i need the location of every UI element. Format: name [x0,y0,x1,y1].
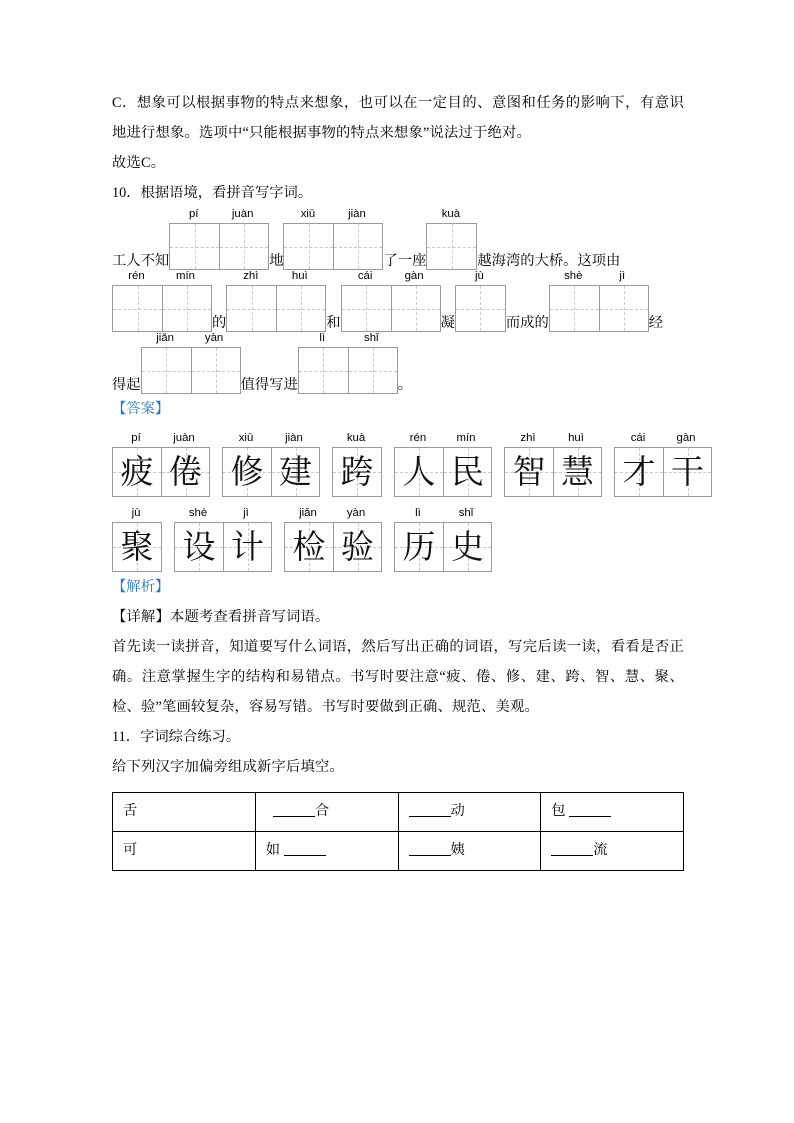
question-10-exercise [112,208,684,394]
pinyin-row [341,268,441,285]
pinyin-label: pí [188,208,199,220]
writing-cell[interactable] [599,286,648,331]
pinyin-row [174,505,272,522]
writing-cell[interactable] [284,224,333,269]
answer-character: 验 [341,527,374,566]
pinyin-label: lì [415,507,421,519]
radical-fill-table [112,792,684,871]
tianzige-row[interactable] [455,285,506,332]
sentence-text: 地 [269,252,284,269]
table-row [113,832,684,871]
cell-text: 动 [450,803,465,820]
tianzige-row[interactable] [341,285,441,332]
answer-character: 史 [451,527,484,566]
pinyin-label: huì [291,270,308,282]
answer-word-group [332,430,382,497]
answer-cell [333,523,381,571]
writing-cell[interactable] [427,224,476,269]
pinyin-row [394,430,492,447]
answer-character: 修 [230,452,264,491]
cell-text: 舌 [123,803,138,820]
tianzige-row[interactable] [226,285,326,332]
writing-cell[interactable] [342,286,391,331]
pinyin-row [112,505,162,522]
pinyin-answer-grid[interactable] [112,268,212,332]
pinyin-label: zhì [243,270,259,282]
answer-cell [395,448,443,496]
answer-cell [505,448,553,496]
answer-word-group [614,430,712,497]
writing-cell[interactable] [191,348,240,393]
answer-cell [223,523,271,571]
writing-cell[interactable] [276,286,325,331]
sentence-text: 和 [326,314,341,331]
tianzige-row[interactable] [283,223,383,270]
answer-cell [443,523,491,571]
exercise-row [112,208,684,270]
answer-character: 设 [182,527,216,566]
answer-character: 检 [292,527,326,566]
pinyin-label: shǐ [458,507,474,519]
write-blank[interactable] [284,842,326,856]
analysis-label: 【解析】 [112,579,170,595]
sentence-text: 的 [212,314,227,331]
writing-cell[interactable] [550,286,599,331]
tianzige-row[interactable] [169,223,269,270]
tianzige-row [112,447,210,497]
sentence-text: 凝 [440,314,455,331]
answer-character: 疲 [120,452,154,491]
answer-character: 聚 [120,527,154,566]
cell-text: 可 [123,842,138,859]
answer-character: 计 [231,527,264,566]
pinyin-answer-grid[interactable] [426,206,477,270]
write-blank[interactable] [569,803,611,817]
write-blank[interactable] [409,842,451,856]
write-blank[interactable] [273,803,315,817]
cell-content [551,842,607,858]
exercise-row [112,270,684,332]
pinyin-answer-grid[interactable] [549,268,649,332]
pinyin-row [426,206,477,223]
answer-cell [113,448,161,496]
pinyin-row [298,330,398,347]
sentence-text: 而成的 [505,314,549,331]
pinyin-label: cái [630,432,646,444]
pinyin-row [222,430,320,447]
writing-cell[interactable] [333,224,382,269]
answer-cell [175,523,223,571]
exercise-row [112,332,684,394]
cell-content [123,842,137,858]
pinyin-label: shǐ [364,332,379,344]
table-cell[interactable] [541,793,684,832]
sentence-text: 值得写进 [240,376,298,393]
pinyin-label: rén [128,270,145,282]
pinyin-label: jù [474,270,484,282]
answer-character: 干 [671,452,704,491]
answer-character: 跨 [340,452,374,491]
cell-content [551,803,611,819]
question-11-title: 11．字词综合练习。 [112,729,241,745]
pinyin-row [141,330,241,347]
pinyin-label: gàn [676,432,696,444]
answer-word-group [222,430,320,497]
answer-cell [113,523,161,571]
cell-text: 合 [314,803,330,820]
pinyin-label: rén [409,432,427,444]
answer-word-row [112,497,684,572]
pinyin-label: jì [619,270,626,282]
answer-character: 历 [402,527,436,566]
answer-label: 【答案】 [112,401,170,417]
tianzige-row [112,522,162,572]
pinyin-row [169,206,269,223]
question-10-title: 10．根据语境，看拼音写字词。 [112,185,313,201]
pinyin-label: pí [131,432,141,444]
pinyin-answer-grid[interactable] [226,268,326,332]
tianzige-row [174,522,272,572]
tianzige-row [394,522,492,572]
answer-word-group [112,430,210,497]
analysis-paragraph-2: 首先读一读拼音，知道要写什么词语，然后写出正确的词语，写完后读一读，看看是否正确。注意掌握生字的结构和易错点。书写时要注意“疲、倦、修、建、跨、智、慧、聚、检、验”笔画较复杂，容易写错。书写时要做到正确、规范、美观。 [112,639,684,715]
writing-cell[interactable] [219,224,268,269]
answer-word-group [284,505,382,572]
pinyin-row [549,268,649,285]
question-11-instruction: 给下列汉字加偏旁组成新字后填空。 [112,759,344,775]
writing-cell[interactable] [348,348,397,393]
pinyin-label: jiàn [285,432,303,444]
body-paragraph-c: C．想象可以根据事物的特点来想象，也可以在一定目的、意图和任务的影响下，有意识地进行想象。选项中“只能根据事物的特点来想象”说法过于绝对。 [112,95,684,141]
sentence-text: 了一座 [383,252,427,269]
pinyin-label: huì [568,432,584,444]
pinyin-label: jiàn [348,208,366,220]
answer-word-group [174,505,272,572]
cell-text: 姨 [450,842,465,859]
table-cell[interactable] [398,832,541,871]
answer-cell [395,523,443,571]
answer-character: 慧 [561,452,594,491]
tianzige-row [504,447,602,497]
write-blank[interactable] [409,803,451,817]
answer-word-group [394,505,492,572]
cell-text: 包 [551,803,570,820]
pinyin-row [614,430,712,447]
answer-word-row [112,424,704,497]
sentence-text: 经 [648,314,664,331]
pinyin-row [112,430,210,447]
pinyin-label: xiū [238,432,254,444]
pinyin-label: mín [456,432,476,444]
writing-cell[interactable] [456,286,505,331]
table-cell[interactable] [255,832,398,871]
answer-character: 建 [279,452,312,491]
pinyin-label: mín [176,270,195,282]
answer-cell [271,448,319,496]
writing-cell[interactable] [227,286,276,331]
pinyin-answer-grid[interactable] [283,206,383,270]
pinyin-label: kuà [441,208,461,220]
table-cell[interactable] [113,832,256,871]
pinyin-row [455,268,506,285]
cell-text [266,803,273,819]
answer-cell [443,448,491,496]
answer-word-group [504,430,602,497]
table-cell[interactable] [541,832,684,871]
answer-cell [333,448,381,496]
pinyin-label: jiǎn [156,332,174,344]
table-row [113,793,684,832]
cell-text: 如 [265,842,284,859]
sentence-text: 越海湾的大桥。这项由 [477,252,621,269]
writing-cell[interactable] [113,286,162,331]
writing-cell[interactable] [142,348,191,393]
cell-content [409,803,465,819]
pinyin-row [226,268,326,285]
pinyin-label: yàn [346,507,366,519]
sentence-text: 。 [397,376,413,393]
write-blank[interactable] [551,842,593,856]
answer-character: 民 [451,452,484,491]
exercise-line [112,270,684,332]
writing-cell[interactable] [391,286,440,331]
tianzige-row[interactable] [298,347,398,394]
tianzige-row[interactable] [426,223,477,270]
pinyin-row [284,505,382,522]
tianzige-row [332,447,382,497]
pinyin-label: yàn [204,332,224,344]
pinyin-label: gàn [404,270,424,282]
pinyin-label: juàn [231,208,254,220]
pinyin-row [283,206,383,223]
pinyin-label: jì [243,507,249,519]
answer-word-group [394,430,492,497]
pinyin-label: shè [564,270,583,282]
pinyin-row [112,268,212,285]
tianzige-row[interactable] [549,285,649,332]
pinyin-answer-grid[interactable] [298,330,398,394]
pinyin-label: zhì [520,432,536,444]
answer-word-group [112,505,162,572]
answer-cell [223,448,271,496]
sentence-text: 得起 [112,376,141,393]
pinyin-label: lì [319,332,326,344]
table-cell[interactable] [398,793,541,832]
answer-cell [553,448,601,496]
analysis-paragraph-1: 【详解】本题考查看拼音写词语。 [112,609,330,625]
pinyin-label: kuà [346,432,366,444]
table-cell[interactable] [255,793,398,832]
answer-character: 智 [512,452,546,491]
answer-grids [112,424,704,572]
tianzige-row [394,447,492,497]
cell-content [266,842,326,858]
answer-cell [161,448,209,496]
exercise-line [112,208,684,270]
tianzige-row [222,447,320,497]
cell-content [409,842,465,858]
answer-cell [663,448,711,496]
pinyin-label: jiǎn [299,507,317,519]
tianzige-row[interactable] [112,285,212,332]
table-cell[interactable] [113,793,256,832]
writing-cell[interactable] [299,348,348,393]
tianzige-row [284,522,382,572]
cell-content [266,803,329,819]
tianzige-row [614,447,712,497]
tianzige-row[interactable] [141,347,241,394]
pinyin-answer-grid[interactable] [341,268,441,332]
pinyin-row [504,430,602,447]
pinyin-label: jù [131,507,141,519]
pinyin-label: juàn [173,432,195,444]
pinyin-label: xiū [300,208,316,220]
writing-cell[interactable] [162,286,211,331]
cell-content [123,803,137,819]
cell-text: 流 [593,842,608,859]
pinyin-label: cái [357,270,373,282]
exercise-line [112,332,684,394]
pinyin-answer-grid[interactable] [455,268,506,332]
sentence-text: 工人不知 [112,252,170,269]
answer-character: 才 [622,452,656,491]
answer-character: 人 [402,452,436,491]
writing-cell[interactable] [170,224,219,269]
answer-character: 倦 [169,452,202,491]
answer-cell [615,448,663,496]
pinyin-answer-grid[interactable] [141,330,241,394]
answer-cell [285,523,333,571]
pinyin-row [394,505,492,522]
pinyin-answer-grid[interactable] [169,206,269,270]
pinyin-row [332,430,382,447]
body-paragraph-answer-c: 故选C。 [112,155,166,171]
pinyin-label: shè [188,507,208,519]
